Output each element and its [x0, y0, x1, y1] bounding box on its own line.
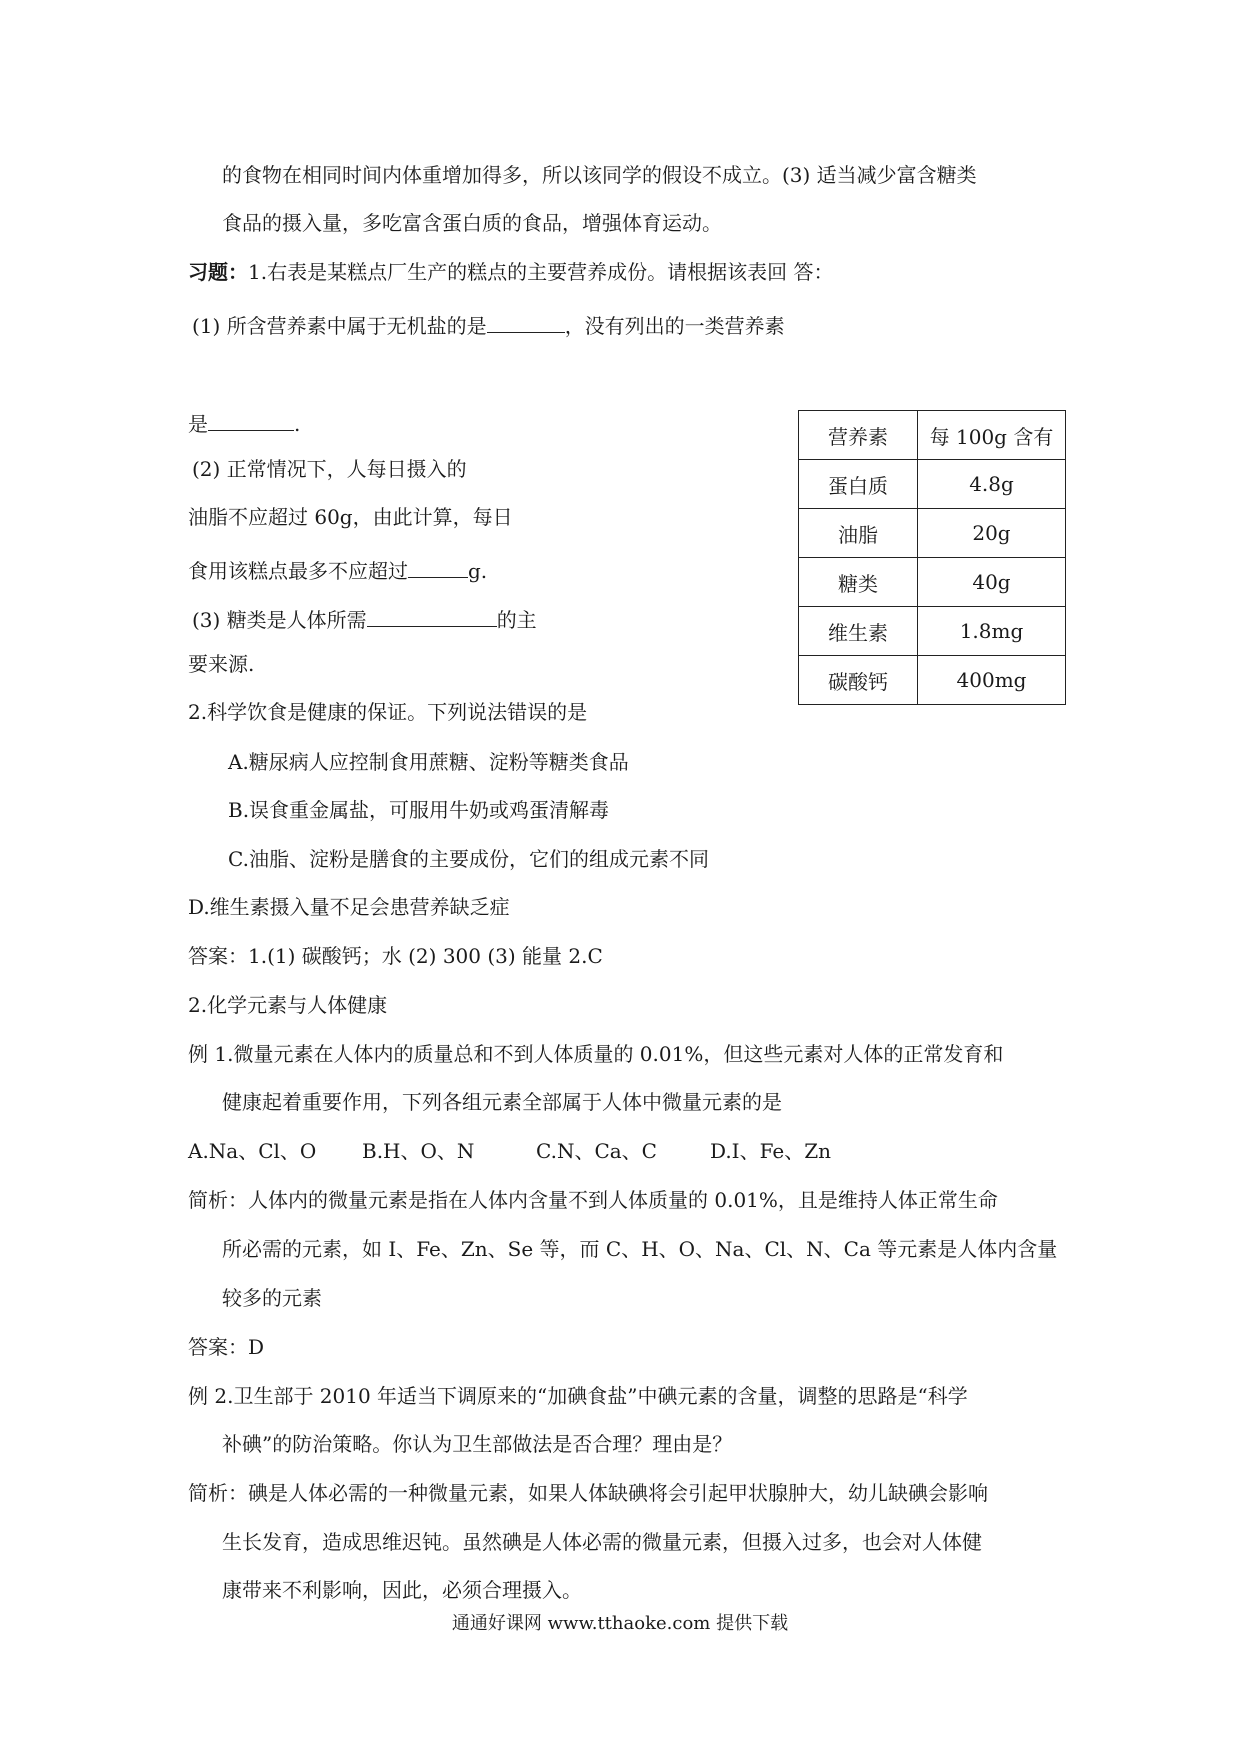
example2-analysis-line-1: 简析：碘是人体必需的一种微量元素，如果人体缺碘将会引起甲状腺肿大，幼儿缺碘会影响: [188, 1481, 988, 1505]
q1-cont-prefix: 是: [188, 412, 208, 436]
q2-prefix: 食用该糕点最多不应超过: [188, 559, 408, 583]
q3-prefix: (3) 糖类是人体所需: [192, 608, 367, 632]
example1-answer: 答案：D: [188, 1335, 265, 1359]
example2-stem-line-2: 补碘”的防治策略。你认为卫生部做法是否合理？理由是？: [222, 1432, 733, 1456]
table-row: [799, 460, 1066, 509]
q1-cont-line: [188, 408, 300, 436]
cell-amount: 1.8mg: [918, 607, 1066, 656]
cell-nutrient: 碳酸钙: [799, 656, 918, 705]
q3-blank-energy[interactable]: [367, 604, 497, 627]
q1-cont-suffix: .: [294, 412, 301, 436]
example1-analysis-line-3: 较多的元素: [222, 1286, 322, 1310]
example1-option-d: D.I、Fe、Zn: [710, 1139, 831, 1163]
nutrition-table: [798, 410, 1066, 705]
cell-nutrient: 糖类: [799, 558, 918, 607]
q2-suffix: g.: [468, 559, 488, 583]
exercise-intro: [188, 260, 833, 284]
example1-analysis-line-2: 所必需的元素，如 I、Fe、Zn、Se 等，而 C、H、O、Na、Cl、N、Ca 等元素是人体内含量: [222, 1237, 1058, 1261]
example2-analysis-line-2: 生长发育，造成思维迟钝。虽然碘是人体必需的微量元素，但摄入过多，也会对人体健: [222, 1530, 982, 1554]
cell-amount: 400mg: [918, 656, 1066, 705]
q1-line: [192, 310, 785, 338]
q2-line-1: (2) 正常情况下，人每日摄入的: [192, 457, 467, 481]
answer-1: 答案：1.(1) 碳酸钙；水 (2) 300 (3) 能量 2.C: [188, 944, 603, 968]
q3-line: [192, 604, 537, 632]
q2-line-3: [188, 555, 487, 583]
q1-prefix: (1) 所含营养素中属于无机盐的是: [192, 314, 487, 338]
question2-option-c: C.油脂、淀粉是膳食的主要成份，它们的组成元素不同: [228, 847, 709, 871]
example1-option-c: C.N、Ca、C: [536, 1139, 657, 1163]
q2-line-2: 油脂不应超过 60g，由此计算，每日: [188, 505, 513, 529]
cell-nutrient: 油脂: [799, 509, 918, 558]
example1-stem-line-2: 健康起着重要作用，下列各组元素全部属于人体中微量元素的是: [222, 1090, 782, 1114]
cell-amount: 4.8g: [918, 460, 1066, 509]
table-row: [799, 558, 1066, 607]
table-row: [799, 509, 1066, 558]
example1-stem-line-1: 例 1.微量元素在人体内的质量总和不到人体质量的 0.01%，但这些元素对人体的正常发育和: [188, 1042, 1004, 1066]
example1-analysis-line-1: 简析：人体内的微量元素是指在人体内含量不到人体质量的 0.01%，且是维持人体正常生命: [188, 1188, 998, 1212]
header-nutrient: 营养素: [799, 411, 918, 460]
header-amount: 每 100g 含有: [918, 411, 1066, 460]
page-footer: 通通好课网 www.tthaoke.com 提供下载: [451, 1613, 789, 1634]
cell-nutrient: 维生素: [799, 607, 918, 656]
continuation-line-2: 食品的摄入量，多吃富含蛋白质的食品，增强体育运动。: [222, 211, 722, 235]
nutrition-table-header: [799, 411, 1066, 460]
table-row: [799, 607, 1066, 656]
q1-blank-mineral[interactable]: [487, 310, 565, 333]
table-row: [799, 656, 1066, 705]
q3-cont-line: 要来源.: [188, 652, 255, 676]
exercise-intro-text: 1.右表是某糕点厂生产的糕点的主要营养成份。请根据该表回 答：: [248, 260, 834, 284]
cell-amount: 20g: [918, 509, 1066, 558]
question2-option-a: A.糖尿病人应控制食用蔗糖、淀粉等糖类食品: [228, 750, 629, 774]
exercise-heading: 习题：: [188, 260, 248, 284]
q2-blank-max-grams[interactable]: [408, 555, 468, 578]
q1-blank-missing-nutrient[interactable]: [208, 408, 294, 431]
example1-option-b: B.H、O、N: [362, 1139, 475, 1163]
continuation-line-1: 的食物在相同时间内体重增加得多，所以该同学的假设不成立。(3) 适当减少富含糖类: [222, 163, 977, 187]
cell-amount: 40g: [918, 558, 1066, 607]
example1-option-a: A.Na、Cl、O: [188, 1139, 317, 1163]
example2-analysis-line-3: 康带来不利影响，因此，必须合理摄入。: [222, 1578, 582, 1602]
cell-nutrient: 蛋白质: [799, 460, 918, 509]
question2-option-b: B.误食重金属盐，可服用牛奶或鸡蛋清解毒: [228, 798, 610, 822]
example2-stem-line-1: 例 2.卫生部于 2010 年适当下调原来的“加碘食盐”中碘元素的含量，调整的思路是“科学: [188, 1384, 968, 1408]
q3-suffix: 的主: [496, 608, 537, 632]
question2-option-d: D.维生素摄入量不足会患营养缺乏症: [188, 895, 510, 919]
section-title: 2.化学元素与人体健康: [188, 993, 388, 1017]
q1-suffix: ，没有列出的一类营养素: [564, 314, 785, 338]
question2-stem: 2.科学饮食是健康的保证。下列说法错误的是: [188, 700, 588, 724]
